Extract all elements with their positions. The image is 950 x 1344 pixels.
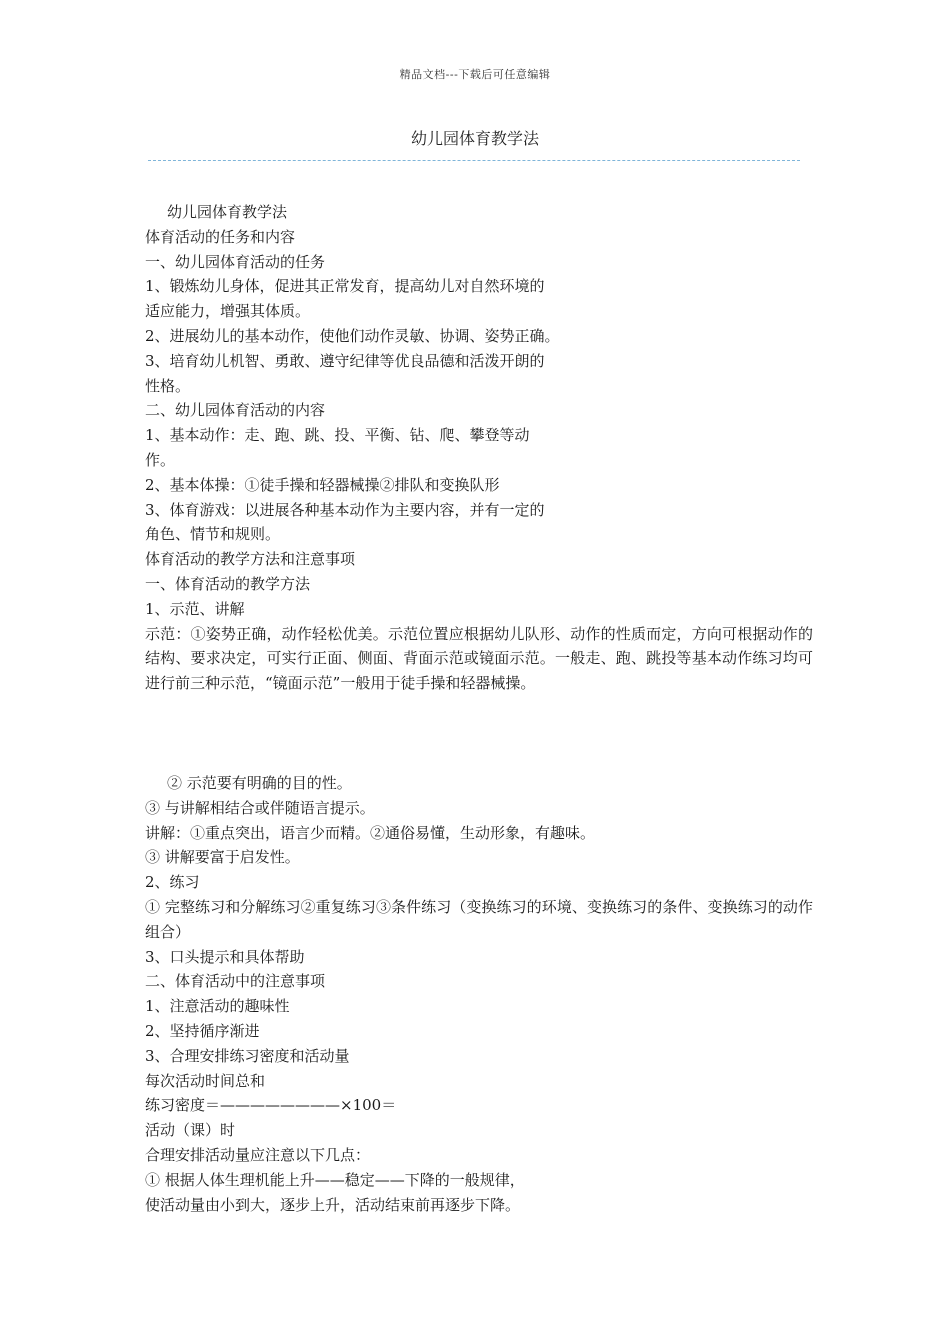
subheading: 3、口头提示和具体帮助 <box>145 947 305 966</box>
paragraph-line: 性格。 <box>145 376 191 395</box>
paragraph-line: ① 根据人体生理机能上升——稳定——下降的一般规律， <box>145 1170 525 1189</box>
subheading: 二、体育活动中的注意事项 <box>145 972 326 991</box>
paragraph-line: 适应能力，增强其体质。 <box>145 302 311 321</box>
subheading: 体育活动的教学方法和注意事项 <box>145 550 356 569</box>
subheading: 一、幼儿园体育活动的任务 <box>145 252 326 271</box>
formula-denominator: 活动（课）时 <box>145 1121 236 1140</box>
paragraph-line: 3、合理安排练习密度和活动量 <box>145 1046 350 1065</box>
subheading: 2、练习 <box>145 873 200 892</box>
body-section-1 <box>145 200 813 696</box>
paragraph-line: ③ 与讲解相结合或伴随语言提示。 <box>145 798 375 817</box>
paragraph-line: ③ 讲解要富于启发性。 <box>145 848 300 867</box>
formula-line: 练习密度＝————————×100＝ <box>145 1096 397 1115</box>
paragraph-line: 3、培育幼儿机智、勇敢、遵守纪律等优良品德和活泼开朗的 <box>145 351 545 370</box>
paragraph-line: 1、基本动作：走、跑、跳、投、平衡、钻、爬、攀登等动 <box>145 426 530 445</box>
paragraph-block: ① 完整练习和分解练习②重复练习③条件练习（变换练习的环境、变换练习的条件、变换练习的动作组合） <box>145 897 813 941</box>
paragraph-line: 2、坚持循序渐进 <box>145 1021 260 1040</box>
formula-numerator: 每次活动时间总和 <box>145 1071 266 1090</box>
subheading: 体育活动的任务和内容 <box>145 227 296 246</box>
title-divider <box>148 160 800 161</box>
body-section-2 <box>145 771 813 1217</box>
subheading: 二、幼儿园体育活动的内容 <box>145 401 326 420</box>
header-note: 精品文档---下载后可任意编辑 <box>399 68 551 81</box>
paragraph-line: 合理安排活动量应注意以下几点： <box>145 1145 371 1164</box>
paragraph-block: 示范：①姿势正确，动作轻松优美。示范位置应根据幼儿队形、动作的性质而定，方向可根据动作的结构、要求决定，可实行正面、侧面、背面示范或镜面示范。一般走、跑、跳投等基本动作练习均可进行前三种示范，“镜面示范”一般用于徒手操和轻器械操。 <box>145 624 813 693</box>
paragraph-line: 讲解：①重点突出，语言少而精。②通俗易懂，生动形象，有趣味。 <box>145 823 596 842</box>
paragraph-line: 2、基本体操：①徒手操和轻器械操②排队和变换队形 <box>145 475 500 494</box>
section-heading: 幼儿园体育教学法 <box>167 203 288 221</box>
subheading: 一、体育活动的教学方法 <box>145 574 311 593</box>
paragraph-line: 3、体育游戏：以进展各种基本动作为主要内容，并有一定的 <box>145 500 545 519</box>
paragraph-line: 角色、情节和规则。 <box>145 525 281 544</box>
paragraph-line: 2、进展幼儿的基本动作，使他们动作灵敏、协调、姿势正确。 <box>145 326 560 345</box>
document-title: 幼儿园体育教学法 <box>410 129 539 148</box>
paragraph-line: 1、注意活动的趣味性 <box>145 997 290 1016</box>
subheading: 1、示范、讲解 <box>145 599 245 618</box>
paragraph-line: 作。 <box>145 450 176 469</box>
paragraph-line: 使活动量由小到大，逐步上升，活动结束前再逐步下降。 <box>145 1195 521 1214</box>
paragraph-line: 1、锻炼幼儿身体，促进其正常发育，提高幼儿对自然环境的 <box>145 277 545 296</box>
paragraph-line: ② 示范要有明确的目的性。 <box>167 774 352 792</box>
